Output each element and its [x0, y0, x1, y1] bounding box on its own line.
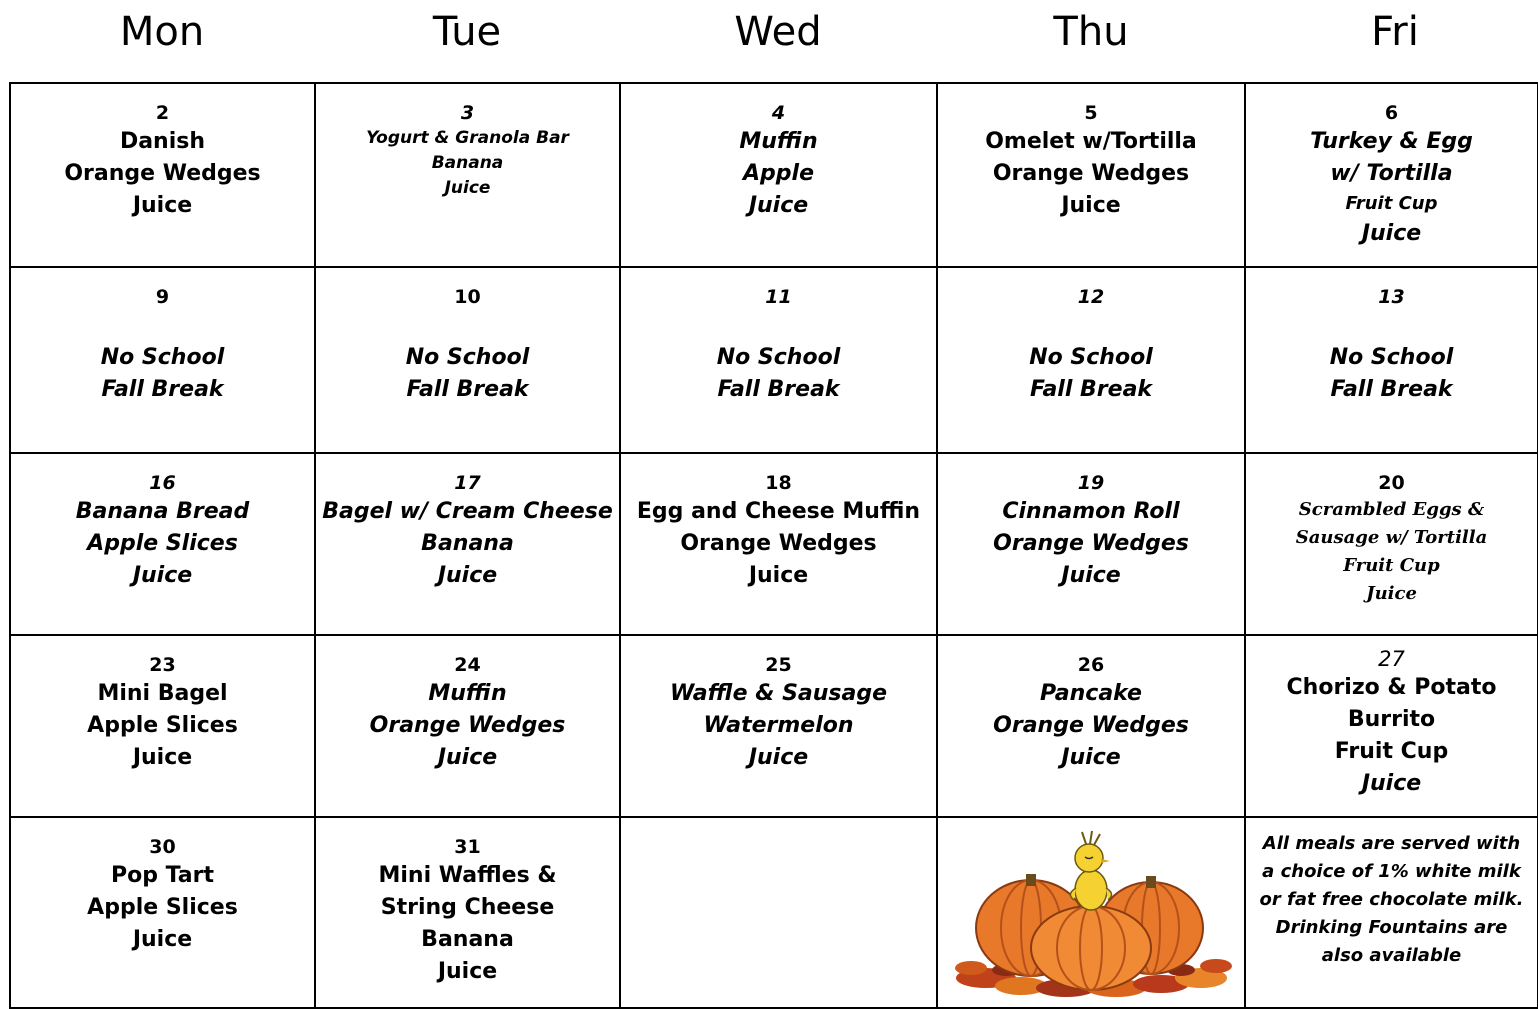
day-cell-20	[1246, 454, 1538, 636]
pumpkin-front	[1031, 906, 1151, 990]
menu-item: Juice	[1366, 583, 1417, 604]
menu-item: Mini Waffles &	[378, 863, 557, 888]
menu-item: Juice	[132, 193, 193, 218]
menu-item: w/ Tortilla	[1330, 161, 1453, 186]
menu-item: Fall Break	[406, 377, 529, 402]
menu-item: Danish	[119, 129, 206, 154]
date-number: 6	[1384, 102, 1399, 124]
menu-item: Fruit Cup	[1334, 739, 1449, 764]
day-cell-23	[11, 636, 316, 818]
date-number: 12	[1077, 286, 1105, 308]
menu-item: Juice	[437, 563, 498, 588]
menu-item: Scrambled Eggs &	[1298, 499, 1485, 520]
day-cell-25	[621, 636, 938, 818]
milk-note-cell	[1246, 818, 1538, 1009]
day-cell-26	[938, 636, 1246, 818]
day-header-tue: Tue	[432, 9, 502, 55]
day-cell-12	[938, 268, 1246, 454]
note-line: Drinking Fountains are	[1275, 917, 1508, 938]
menu-item: No School	[716, 345, 841, 370]
menu-item: Orange Wedges	[992, 161, 1190, 186]
menu-item: Fruit Cup	[1345, 193, 1438, 214]
day-cell-24	[316, 636, 621, 818]
menu-item: Orange Wedges	[64, 161, 261, 186]
menu-item: Fall Break	[1330, 377, 1453, 402]
day-cell-9	[11, 268, 316, 454]
date-number: 24	[454, 654, 481, 676]
menu-calendar-grid	[9, 82, 1538, 1009]
date-number: 16	[149, 472, 176, 494]
menu-item: Watermelon	[703, 713, 854, 738]
date-number: 19	[1077, 472, 1105, 494]
menu-item: Fall Break	[1029, 377, 1153, 402]
menu-item: Egg and Cheese Muffin	[636, 499, 921, 524]
note-line: All meals are served with	[1262, 833, 1521, 854]
day-cell-13	[1246, 268, 1538, 454]
day-cell-27	[1246, 636, 1538, 818]
menu-item: Orange Wedges	[680, 531, 877, 556]
menu-item: Juice	[444, 178, 491, 198]
menu-item: Omelet w/Tortilla	[985, 129, 1197, 154]
day-cell-19	[938, 454, 1246, 636]
menu-item: Fruit Cup	[1343, 555, 1440, 576]
day-cell-17	[316, 454, 621, 636]
menu-item: Banana	[421, 531, 514, 556]
date-number: 13	[1378, 286, 1405, 308]
note-line: also available	[1321, 945, 1462, 966]
menu-item: Juice	[748, 563, 809, 588]
date-number: 2	[155, 102, 170, 124]
menu-item: Juice	[1361, 771, 1422, 796]
day-cell-30	[11, 818, 316, 1009]
menu-item: Apple Slices	[87, 895, 238, 920]
menu-item: Pop Tart	[110, 863, 215, 888]
yellow-bird	[1070, 831, 1111, 910]
date-number: 31	[454, 836, 481, 858]
menu-item: Juice	[437, 745, 498, 770]
menu-item: Fall Break	[717, 377, 840, 402]
day-header-fri: Fri	[1371, 9, 1419, 55]
date-number: 20	[1378, 472, 1405, 494]
menu-item: Orange Wedges	[993, 531, 1189, 556]
date-number: 18	[765, 472, 792, 494]
menu-item: Orange Wedges	[369, 713, 566, 738]
menu-item: String Cheese	[380, 895, 555, 920]
menu-item: Apple Slices	[87, 713, 238, 738]
day-header-mon: Mon	[119, 9, 205, 55]
menu-item: Chorizo & Potato	[1286, 675, 1497, 700]
date-number: 23	[149, 654, 176, 676]
menu-item: Turkey & Egg	[1310, 129, 1473, 154]
day-cell-3	[316, 84, 621, 268]
menu-item: Cinnamon Roll	[1002, 499, 1180, 524]
day-cell-2	[11, 84, 316, 268]
date-number: 9	[155, 286, 170, 308]
date-number: 27	[1378, 647, 1405, 671]
day-cell-5	[938, 84, 1246, 268]
day-cell-31	[316, 818, 621, 1009]
day-cell-18	[621, 454, 938, 636]
menu-item: Banana	[431, 153, 504, 173]
menu-item: Muffin	[428, 681, 507, 706]
day-cell-16	[11, 454, 316, 636]
empty-cell	[621, 818, 938, 1009]
pumpkin-illustration-cell	[938, 818, 1246, 1009]
menu-item: Juice	[1061, 563, 1121, 588]
menu-item: Yogurt & Granola Bar	[366, 128, 569, 148]
date-number: 3	[460, 102, 475, 124]
menu-item: Apple	[743, 161, 814, 186]
menu-item: Juice	[132, 745, 193, 770]
day-cell-6	[1246, 84, 1538, 268]
date-number: 10	[454, 286, 481, 308]
note-line: or fat free chocolate milk.	[1259, 889, 1524, 910]
menu-item: Apple Slices	[87, 531, 238, 556]
date-number: 5	[1084, 102, 1098, 124]
day-cell-4	[621, 84, 938, 268]
date-number: 11	[765, 286, 792, 308]
date-number: 4	[771, 102, 786, 124]
menu-item: Juice	[748, 193, 809, 218]
note-line: a choice of 1% white milk	[1262, 861, 1521, 882]
day-header-thu: Thu	[1053, 9, 1129, 55]
menu-item: Sausage w/ Tortilla	[1295, 527, 1488, 548]
pumpkins-with-bird-illustration	[946, 828, 1236, 998]
menu-item: Orange Wedges	[993, 713, 1189, 738]
menu-item: Juice	[132, 563, 193, 588]
menu-item: Juice	[1361, 221, 1422, 246]
menu-item: No School	[405, 345, 530, 370]
menu-item: Waffle & Sausage	[669, 681, 888, 706]
menu-item: Fall Break	[101, 377, 224, 402]
weekday-header-row	[0, 0, 1538, 82]
menu-item: Mini Bagel	[97, 681, 228, 706]
menu-item: Bagel w/ Cream Cheese	[322, 499, 613, 524]
menu-item: Juice	[748, 745, 809, 770]
day-cell-11	[621, 268, 938, 454]
menu-item: Muffin	[739, 129, 818, 154]
menu-item: Juice	[437, 959, 498, 984]
menu-item: Burrito	[1347, 707, 1436, 732]
menu-item: Pancake	[1040, 681, 1142, 706]
menu-item: No School	[1329, 345, 1454, 370]
menu-item: No School	[1029, 345, 1153, 370]
menu-item: Juice	[132, 927, 193, 952]
menu-item: Juice	[1061, 193, 1121, 218]
date-number: 30	[149, 836, 176, 858]
date-number: 25	[765, 654, 792, 676]
menu-item: Banana Bread	[75, 499, 250, 524]
menu-item: Banana	[421, 927, 514, 952]
date-number: 17	[454, 472, 481, 494]
menu-item: No School	[100, 345, 225, 370]
menu-item: Juice	[1061, 745, 1121, 770]
day-header-wed: Wed	[734, 9, 822, 55]
date-number: 26	[1077, 654, 1105, 676]
day-cell-10	[316, 268, 621, 454]
